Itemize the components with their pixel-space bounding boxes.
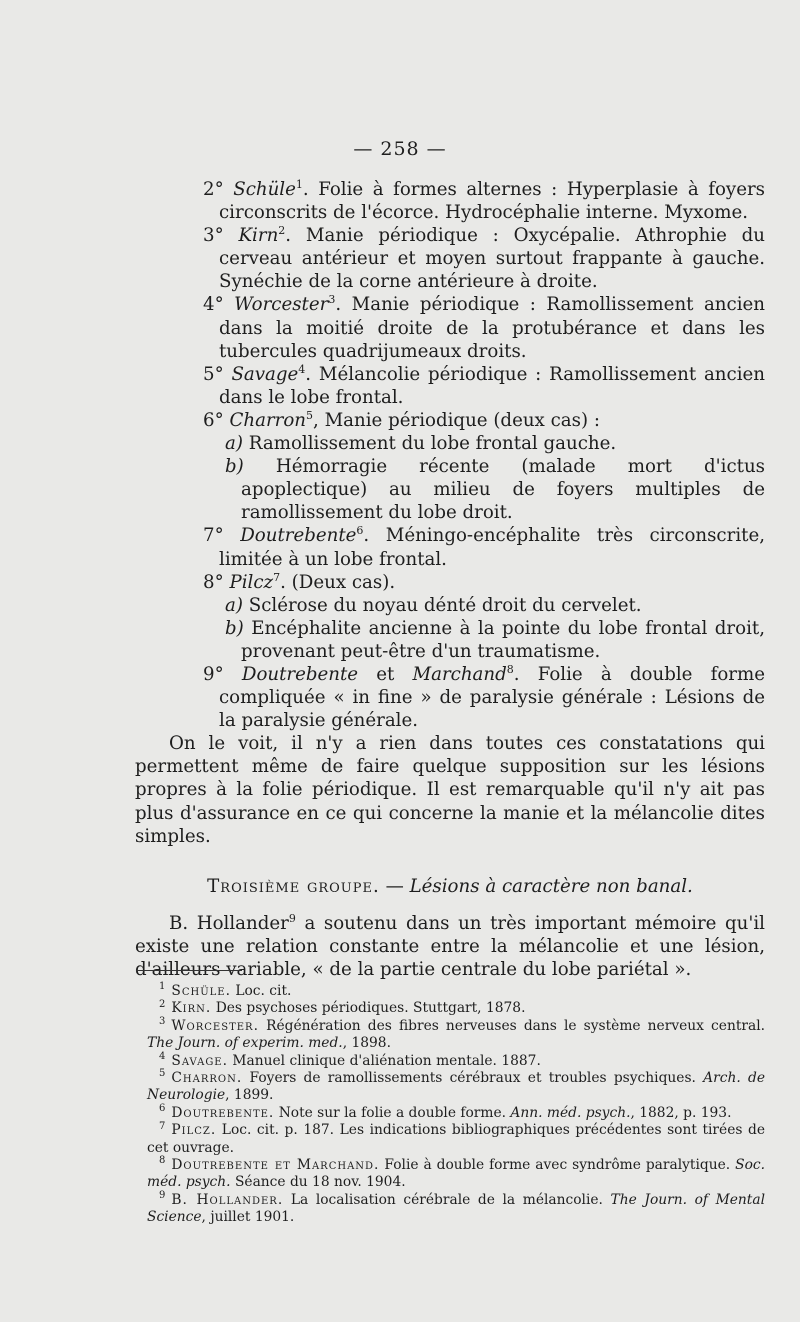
footnote: $^4$ Savage. Manuel clinique d'aliénation mentale. 1887.	[159, 1051, 541, 1069]
footnote: $^2$ Kirn. Des psychoses périodiques. Stuttgart, 1878.	[159, 998, 526, 1017]
list-item: 7° Doutrebente$^6$. Méningo-encéphalite très circonscrite, limitée à un lobe frontal.	[203, 524, 765, 570]
footnote: $^1$ Schüle. Loc. cit.	[159, 981, 292, 999]
page-number: — 258 —	[353, 138, 447, 160]
footnotes	[135, 983, 765, 1227]
sub-item: a) Sclérose du noyau dénté droit du cervelet.	[225, 594, 642, 616]
list-item: 6° Charron$^5$, Manie périodique (deux cas) :	[203, 408, 600, 431]
footnote-divider	[136, 970, 242, 971]
footnote: $^3$ Worcester. Régénération des fibres nerveuses dans le système nerveux central. The Journ. of experim. med., 1898.	[147, 1016, 765, 1052]
main-text	[135, 178, 765, 981]
list-item: 3° Kirn$^2$. Manie périodique : Oxycépalie. Athrophie du cerveau antérieur et moyen surtout frappante à gauche. Synéchie de la corne antérieure à droite.	[203, 224, 765, 293]
paragraph: On le voit, il n'y a rien dans toutes ces constatations qui permettent même de faire quelque supposition sur les lésions propres à la folie périodique. Il est remarquable qu'il n'y ait pas plus d'assurance en ce qui concerne la manie et la mélancolie dites simples.	[135, 733, 765, 847]
footnote: $^7$ Pilcz. Loc. cit. p. 187. Les indications bibliographiques précédentes sont tirées de cet ouvrage.	[147, 1120, 765, 1156]
sub-item: b) Hémorragie récente (malade mort d'ictus apoplectique) au milieu de foyers multiples de ramollissement du lobe droit.	[225, 456, 765, 524]
list-item: 9° Doutrebente et Marchand$^8$. Folie à double forme compliquée « in fine » de paralysie générale : Lésions de la paralysie générale.	[203, 662, 765, 732]
section-heading: Troisième groupe. — Lésions à caractère non banal.	[207, 875, 693, 897]
list-item: 5° Savage$^4$. Mélancolie périodique : Ramollissement ancien dans le lobe frontal.	[203, 362, 765, 408]
sub-item: b) Encéphalite ancienne à la pointe du lobe frontal droit, provenant peut-être d'un traumatisme.	[225, 617, 765, 662]
paragraph: B. Hollander$^9$ a soutenu dans un très important mémoire qu'il existe une relation constante entre la mélancolie et une lésion, d'ailleurs variable, « de la partie centrale du lobe pariétal ».	[135, 911, 765, 980]
footnote: $^6$ Doutrebente. Note sur la folie a double forme. Ann. méd. psych., 1882, p. 193.	[159, 1103, 732, 1121]
sub-item: a) Ramollissement du lobe frontal gauche.	[225, 433, 617, 455]
footnote: $^8$ Doutrebente et Marchand. Folie à double forme avec syndrôme paralytique. Soc. méd. psych. Séance du 18 nov. 1904.	[147, 1155, 765, 1191]
list-item: 2° Schüle$^1$. Folie à formes alternes : Hyperplasie à foyers circonscrits de l'écorce. Hydrocéphalie interne. Myxome.	[203, 177, 765, 224]
footnote: $^9$ B. Hollander. La localisation cérébrale de la mélancolie. The Journ. of Mental Science, juillet 1901.	[147, 1190, 765, 1226]
footnote: $^5$ Charron. Foyers de ramollissements cérébraux et troubles psychiques. Arch. de Neurologie, 1899.	[147, 1068, 765, 1104]
list-item: 8° Pilcz$^7$. (Deux cas).	[203, 570, 396, 593]
list-item: 4° Worcester$^3$. Manie périodique : Ramollissement ancien dans la moitié droite de la protubérance et dans les tubercules quadrijumeaux droits.	[203, 293, 765, 362]
